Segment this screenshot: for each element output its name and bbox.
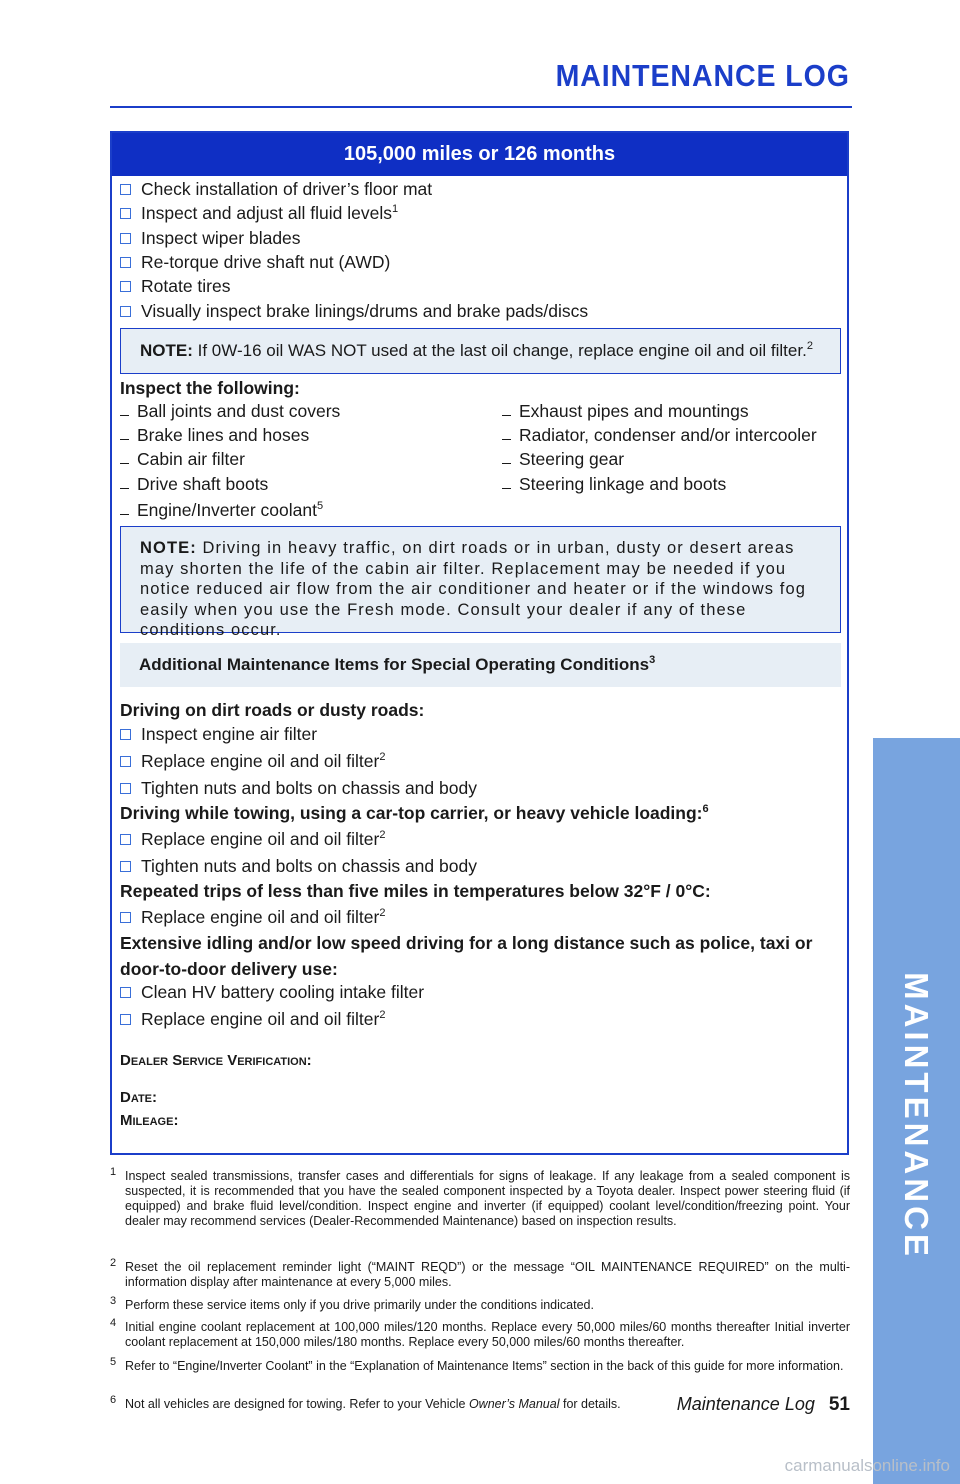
checklist-item: Inspect engine air filter: [120, 724, 317, 745]
condition-heading-short-trips: Repeated trips of less than five miles in temperatures below 32°F / 0°C:: [120, 881, 711, 901]
inspect-item: Engine/Inverter coolant$^5$: [120, 500, 323, 521]
checklist-item: Clean HV battery cooling intake filter: [120, 982, 424, 1003]
dash-icon: [502, 439, 511, 440]
dash-icon: [502, 488, 511, 489]
condition-heading-towing: Driving while towing, using a car-top carrier, or heavy vehicle loading:$^6$: [120, 803, 709, 823]
checkbox-icon[interactable]: [120, 783, 131, 794]
checklist-item: Replace engine oil and oil filter$^2$: [120, 1009, 385, 1030]
checklist-item: Replace engine oil and oil filter$^2$: [120, 907, 385, 928]
checklist-item: Tighten nuts and bolts on chassis and body: [120, 778, 477, 799]
dash-icon: [120, 415, 129, 416]
inspect-item: Steering linkage and boots: [502, 474, 726, 495]
checkbox-icon[interactable]: [120, 912, 131, 923]
checkbox-icon[interactable]: [120, 756, 131, 767]
dash-icon: [120, 514, 129, 515]
checkbox-icon[interactable]: [120, 184, 131, 195]
additional-title: Additional Maintenance Items for Special Operating Conditions: [139, 655, 650, 674]
checklist-item: Inspect wiper blades: [120, 228, 301, 249]
dash-icon: [120, 439, 129, 440]
checklist-item: Tighten nuts and bolts on chassis and body: [120, 856, 477, 877]
inspect-item: Cabin air filter: [120, 449, 245, 470]
footnote: 5 Refer to “Engine/Inverter Coolant” in the “Explanation of Maintenance Items” section in the back of this guide for more information.: [110, 1356, 844, 1373]
inspect-item: Radiator, condenser and/or intercooler: [502, 425, 817, 446]
additional-maintenance-banner: Additional Maintenance Items for Special Operating Conditions$^3$: [120, 643, 841, 687]
condition-heading-idling-cont: door-to-door delivery use:: [120, 959, 338, 979]
maintenance-interval-box: [110, 131, 849, 1155]
checklist-item: Inspect and adjust all fluid levels$^1$: [120, 203, 398, 224]
inspect-item: Steering gear: [502, 449, 624, 470]
header-rule: [110, 106, 852, 108]
condition-heading-idling: Extensive idling and/or low speed driving for a long distance such as police, taxi or: [120, 933, 813, 953]
checklist-item: Check installation of driver’s floor mat: [120, 179, 432, 200]
checkbox-icon[interactable]: [120, 861, 131, 872]
dash-icon: [120, 488, 129, 489]
footnote: 1 Inspect sealed transmissions, transfer cases and differentials for signs of leakage. If any leakage from a sealed component is suspected, it is recommended that you have the sealed component inspected by a Toyota dealer. Inspect power steering fluid (if equipped) and brake fluid level/condition. Inspect engine and inverter (if equipped) coolant level/condition/freezing point. Your dealer may recommend services (Dealer-Recommended Maintenance) based on inspection results.: [110, 1166, 850, 1228]
inspect-item: Drive shaft boots: [120, 474, 268, 495]
inspect-item: Ball joints and dust covers: [120, 401, 340, 422]
footnote: 6 Not all vehicles are designed for towing. Refer to your Vehicle Owner’s Manual for details.: [110, 1394, 621, 1411]
checkbox-icon[interactable]: [120, 987, 131, 998]
page-footer: [677, 1394, 850, 1416]
checklist-item: Visually inspect brake linings/drums and brake pads/discs: [120, 301, 588, 322]
checkbox-icon[interactable]: [120, 281, 131, 292]
note-cabin-filter: [120, 526, 841, 639]
checklist-item: Replace engine oil and oil filter$^2$: [120, 751, 385, 772]
dash-icon: [502, 463, 511, 464]
dash-icon: [502, 415, 511, 416]
checklist-item: Re-torque drive shaft nut (AWD): [120, 252, 390, 273]
checkbox-icon[interactable]: [120, 834, 131, 845]
page-number: 51: [828, 1394, 850, 1415]
checklist-item: Rotate tires: [120, 276, 230, 297]
note-text: Driving in heavy traffic, on dirt roads or in urban, dusty or desert areas may shorten the life of the cabin air filter. Replacement may be needed if you notice reduced air flow from the air conditioner and heater or if the windows fog easily when you use the Fresh mode. Consult your dealer if any of these conditions occur.: [140, 539, 806, 639]
footnote: 4 Initial engine coolant replacement at 100,000 miles/120 months. Replace every 50,000 miles/60 months thereafter Initial inverter coolant replacement at 150,000 miles/180 months. Replace every 50,000 miles/60 months thereafter.: [110, 1317, 850, 1349]
inspect-item: Brake lines and hoses: [120, 425, 309, 446]
checklist-item: Replace engine oil and oil filter$^2$: [120, 829, 385, 850]
footer-section: Maintenance Log: [676, 1394, 815, 1414]
watermark: carmanualsonline.info: [784, 1456, 950, 1475]
section-side-tab-label: MAINTENANCE: [898, 972, 935, 1260]
condition-heading-dirt: Driving on dirt roads or dusty roads:: [120, 700, 425, 720]
checkbox-icon[interactable]: [120, 729, 131, 740]
inspect-heading: Inspect the following:: [120, 378, 300, 398]
checkbox-icon[interactable]: [120, 233, 131, 244]
dash-icon: [120, 463, 129, 464]
note-label: NOTE:: [140, 539, 197, 557]
footnote: 2 Reset the oil replacement reminder light (“MAINT REQD”) or the message “OIL MAINTENANCE REQUIRED” on the multi-information display after maintenance at every 5,000 miles.: [110, 1257, 850, 1289]
dealer-verification-label: Dealer Service Verification:: [120, 1052, 312, 1069]
note-oil: NOTE: If 0W-16 oil WAS NOT used at the last oil change, replace engine oil and oil filter.$^2$: [120, 328, 841, 374]
interval-title: 105,000 miles or 126 months: [112, 133, 847, 176]
checkbox-icon[interactable]: [120, 1014, 131, 1025]
note-label: NOTE:: [140, 341, 193, 360]
footnote: 3 Perform these service items only if you drive primarily under the conditions indicated.: [110, 1295, 594, 1312]
date-label: Date:: [120, 1089, 158, 1106]
note-text: If 0W-16 oil WAS NOT used at the last oil change, replace engine oil and oil filter.: [197, 341, 807, 360]
mileage-label: Mileage:: [120, 1112, 179, 1129]
inspect-item: Exhaust pipes and mountings: [502, 401, 749, 422]
page-title: MAINTENANCE LOG: [555, 58, 850, 93]
checkbox-icon[interactable]: [120, 306, 131, 317]
checkbox-icon[interactable]: [120, 208, 131, 219]
checkbox-icon[interactable]: [120, 257, 131, 268]
